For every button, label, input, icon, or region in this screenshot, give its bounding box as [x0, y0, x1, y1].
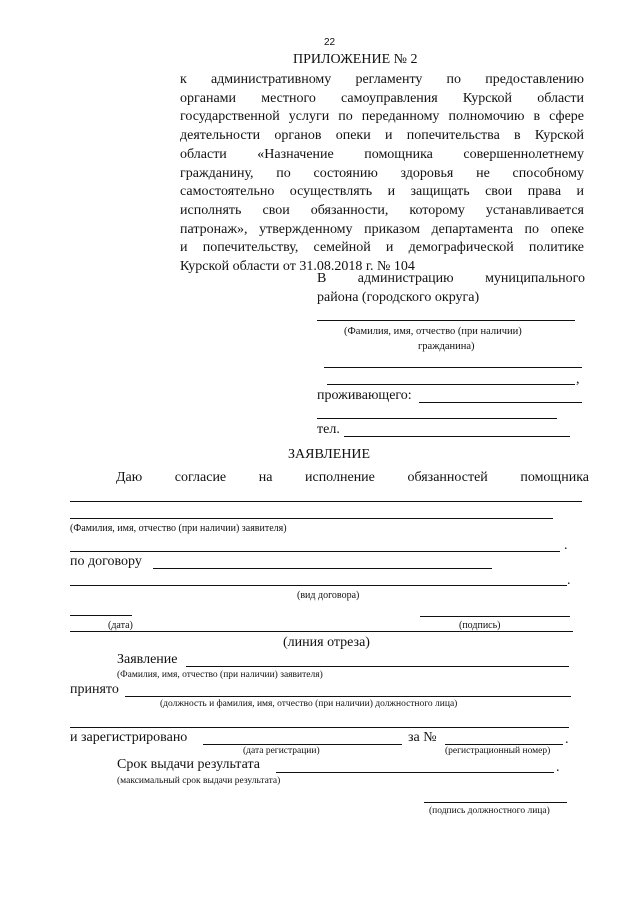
appendix-line: самостоятельно осуществлять и защищать свои права и [180, 184, 584, 200]
page-number: 22 [324, 37, 336, 48]
applicant-caption: (Фамилия, имя, отчество (при наличии) заявителя) [70, 523, 287, 534]
period-2: . [567, 573, 571, 588]
addressee-line-1: В администрацию муниципального [317, 271, 585, 286]
official-field-2[interactable] [70, 727, 569, 728]
contract-caption: (вид договора) [297, 590, 360, 601]
registration-date-caption: (дата регистрации) [243, 746, 320, 756]
appendix-line: патронаж», утвержденному приказом департамента по опеке [180, 221, 584, 237]
phone-field[interactable] [344, 436, 570, 437]
number-label: за № [408, 730, 437, 745]
fio-field-continued[interactable] [324, 367, 582, 368]
fio-field[interactable] [317, 320, 575, 321]
residing-label: проживающего: [317, 388, 412, 403]
accepted-label: принято [70, 682, 119, 697]
fio-caption-1: (Фамилия, имя, отчество (при наличии) [344, 326, 522, 337]
signature-field[interactable] [420, 616, 570, 617]
consent-line: Даю согласие на исполнение обязанностей помощника [116, 470, 589, 485]
comma: , [576, 372, 580, 387]
registration-number-caption: (регистрационный номер) [445, 746, 551, 756]
appendix-line: деятельности органов опеки и попечительства в Курской [180, 128, 584, 144]
assistant-field[interactable] [70, 501, 582, 502]
residing-field[interactable] [419, 402, 582, 403]
receipt-statement-label: Заявление [117, 652, 178, 667]
deadline-field[interactable] [276, 772, 554, 773]
signature-caption: (подпись) [459, 620, 501, 631]
registration-date-field[interactable] [203, 744, 402, 745]
period-3: . [565, 732, 569, 747]
assistant-field-2[interactable] [70, 518, 553, 519]
appendix-title: ПРИЛОЖЕНИЕ № 2 [293, 52, 418, 67]
contract-field[interactable] [153, 568, 492, 569]
period-4: . [556, 760, 560, 775]
date-caption: (дата) [108, 620, 133, 631]
receipt-applicant-field[interactable] [186, 666, 569, 667]
appendix-line: Курской области от 31.08.2018 г. № 104 [180, 259, 415, 275]
by-contract-label: по договору [70, 554, 142, 569]
registration-number-field[interactable] [445, 744, 563, 745]
appendix-line: гражданину, по состоянию здоровья не способному [180, 165, 584, 181]
fio-caption-2: гражданина) [418, 341, 475, 352]
appendix-line: и попечительству, семейной и демографической политике [180, 240, 584, 256]
appendix-description [180, 71, 584, 277]
official-signature-field[interactable] [424, 802, 567, 803]
cut-line-rule [70, 631, 573, 632]
cut-line-label: (линия отреза) [283, 635, 370, 650]
contract-field-2[interactable] [70, 585, 567, 586]
receipt-applicant-caption: (Фамилия, имя, отчество (при наличии) заявителя) [117, 670, 323, 680]
official-field[interactable] [125, 696, 571, 697]
deadline-label: Срок выдачи результата [117, 757, 260, 772]
statement-title: ЗАЯВЛЕНИЕ [288, 447, 371, 462]
phone-label: тел. [317, 422, 340, 437]
official-caption: (должность и фамилия, имя, отчество (при наличии) должностного лица) [160, 699, 458, 709]
official-signature-caption: (подпись должностного лица) [429, 806, 550, 816]
appendix-line: государственной услуги по переданному полномочию в сфере [180, 109, 584, 125]
residing-field-2[interactable] [317, 418, 557, 419]
appendix-line: к административному регламенту по предоставлению [180, 72, 584, 87]
appendix-line: области «Назначение помощника совершеннолетнему [180, 146, 584, 162]
fio-field-continued-2[interactable] [327, 384, 575, 385]
deadline-caption: (максимальный срок выдачи результата) [117, 776, 281, 786]
addressee-line-2: района (городского округа) [317, 290, 480, 305]
appendix-line: органами местного самоуправления Курской области [180, 90, 584, 106]
applicant-field[interactable] [70, 551, 560, 552]
appendix-line: исполнять свои обязанности, которому устанавливается [180, 202, 584, 218]
registered-label: и зарегистрировано [70, 730, 188, 745]
date-field[interactable] [70, 615, 132, 616]
period-1: . [564, 538, 568, 553]
